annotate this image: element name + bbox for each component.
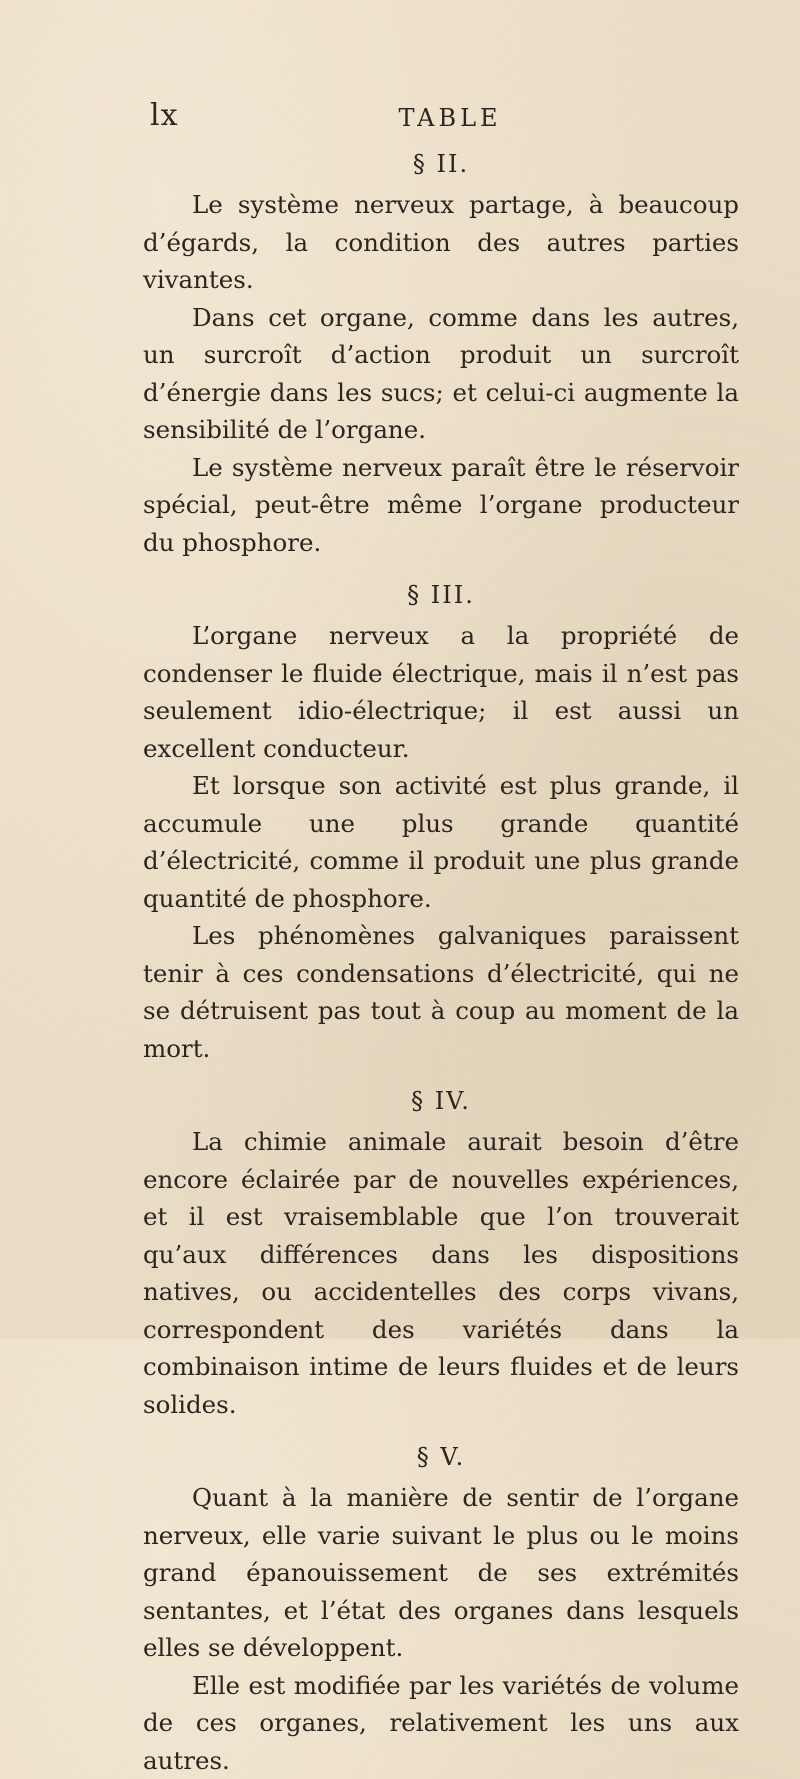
paragraph: Le système nerveux partage, à beaucoup d’égards, la condition des autres parties vivantes. (143, 186, 739, 299)
paragraph: Le système nerveux paraît être le réservoir spécial, peut-être même l’organe producteur du phosphore. (143, 449, 739, 562)
page-body (143, 140, 739, 1779)
paragraph: Et lorsque son activité est plus grande, il accumule une plus grande quantité d’électricité, comme il produit une plus grande quantité de phosphore. (143, 767, 739, 917)
section-heading: § V. (143, 1443, 739, 1471)
paragraph: L’organe nerveux a la propriété de condenser le fluide électrique, mais il n’est pas seulement idio-électrique; il est aussi un excellent conducteur. (143, 617, 739, 767)
section (143, 1087, 739, 1423)
section (143, 1443, 739, 1779)
paragraph: Les phénomènes galvaniques paraissent tenir à ces condensations d’électricité, qui ne se détruisent pas tout à coup au moment de la mort. (143, 917, 739, 1067)
section (143, 581, 739, 1067)
section-heading: § II. (143, 150, 739, 178)
running-title: TABLE (290, 104, 610, 132)
section-heading: § IV. (143, 1087, 739, 1115)
section (143, 150, 739, 561)
page-header (150, 98, 690, 138)
paragraph: Dans cet organe, comme dans les autres, un surcroît d’action produit un surcroît d’énergie dans les sucs; et celui-ci augmente la sensibilité de l’organe. (143, 299, 739, 449)
paragraph: Quant à la manière de sentir de l’organe nerveux, elle varie suivant le plus ou le moins grand épanouissement de ses extrémités sentantes, et l’état des organes dans lesquels elles se développent. (143, 1479, 739, 1667)
page-number: lx (150, 98, 179, 133)
paragraph: Elle est modifiée par les variétés de volume de ces organes, relativement les uns aux autres. (143, 1667, 739, 1779)
section-heading: § III. (143, 581, 739, 609)
paragraph: La chimie animale aurait besoin d’être encore éclairée par de nouvelles expériences, et il est vraisemblable que l’on trouverait qu’aux différences dans les dispositions natives, ou accidentelles des corps vivans, correspondent des variétés dans la combinaison intime de leurs fluides et de leurs solides. (143, 1123, 739, 1423)
